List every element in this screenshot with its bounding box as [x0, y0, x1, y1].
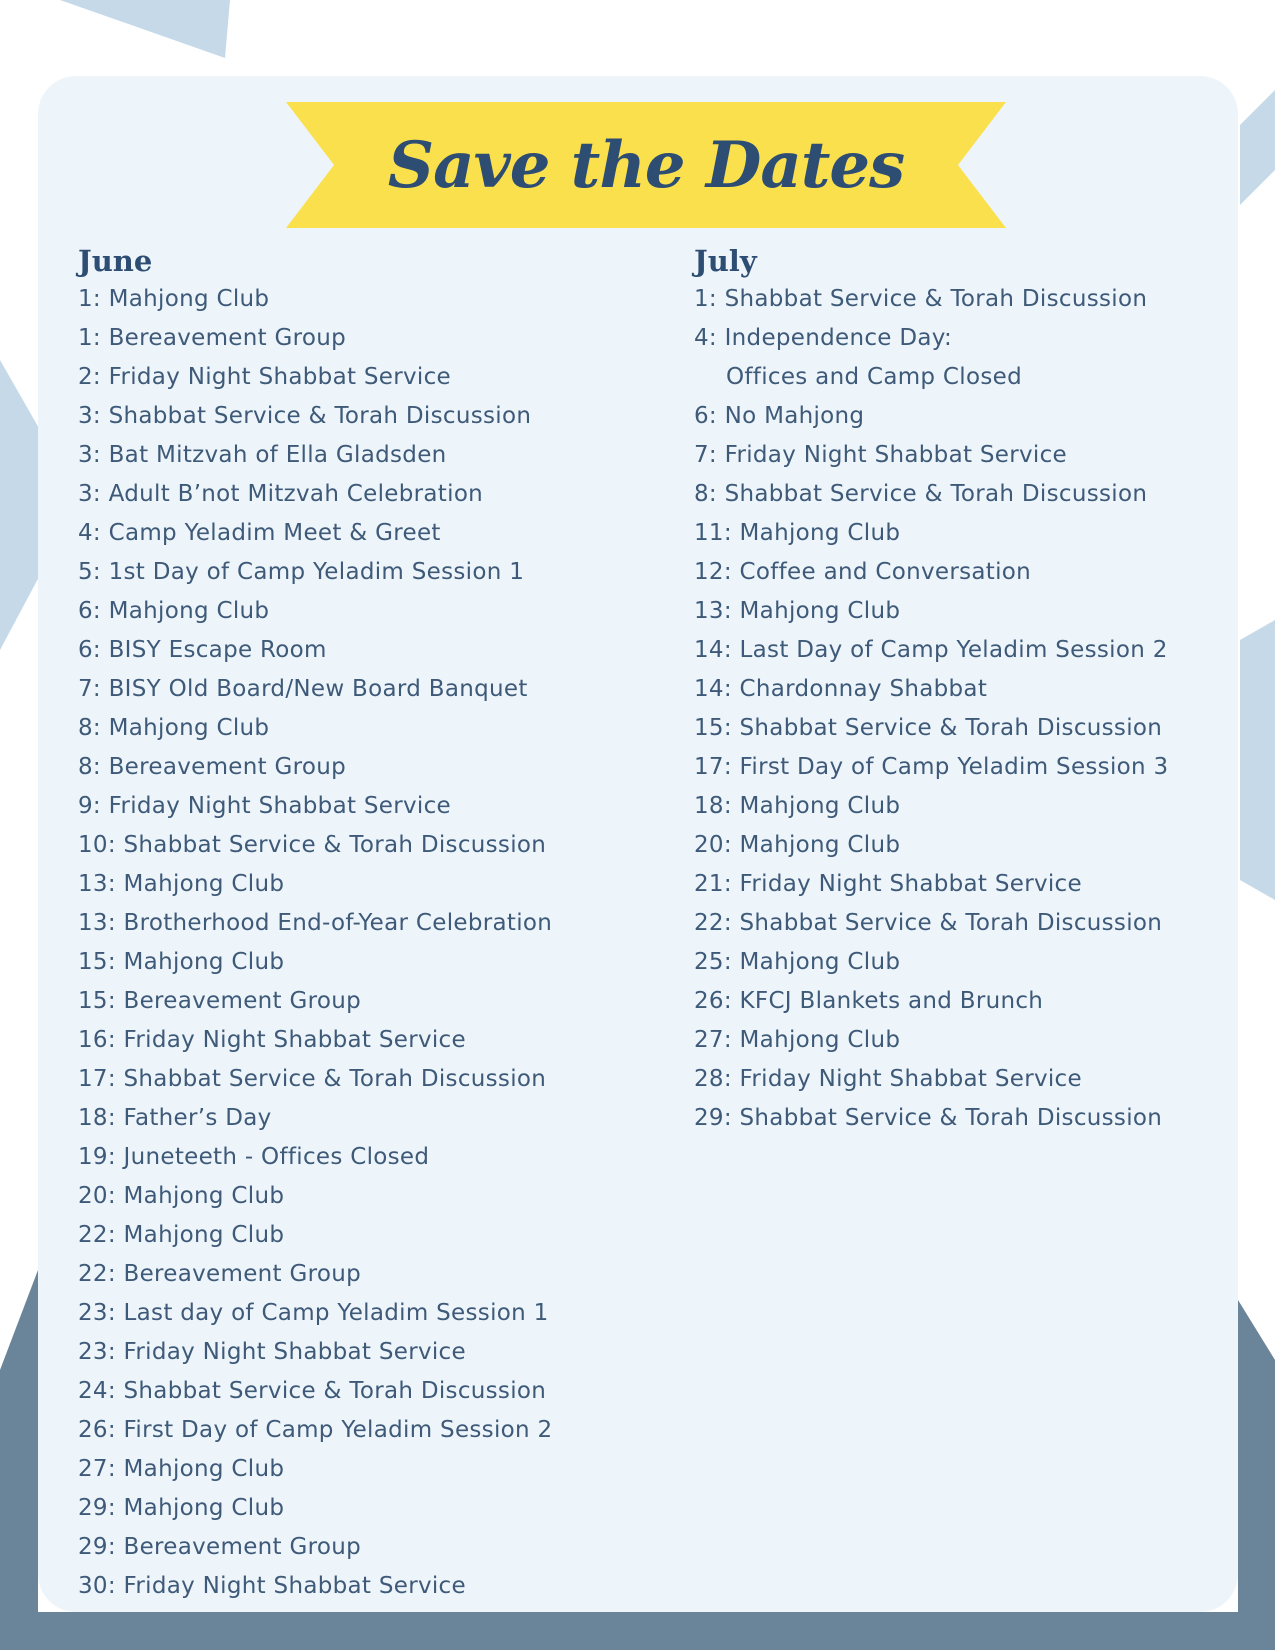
event-item: 13: Brotherhood End-of-Year Celebration: [78, 910, 553, 936]
page-title: Save the Dates: [387, 127, 905, 203]
event-item: 7: Friday Night Shabbat Service: [694, 442, 1068, 468]
june-heading: June: [78, 244, 153, 278]
event-item: 22: Bereavement Group: [78, 1261, 361, 1287]
event-item: 6: Mahjong Club: [78, 598, 270, 624]
event-item: 13: Mahjong Club: [78, 871, 285, 897]
event-item: 10: Shabbat Service & Torah Discussion: [78, 832, 547, 858]
event-item: 6: No Mahjong: [694, 403, 865, 429]
event-item: 3: Adult B’not Mitzvah Celebration: [78, 481, 484, 507]
event-item: 26: First Day of Camp Yeladim Session 2: [78, 1417, 553, 1443]
event-item: 11: Mahjong Club: [694, 520, 901, 546]
july-column: [694, 244, 1234, 1138]
event-item: 4: Camp Yeladim Meet & Greet: [78, 520, 441, 546]
event-item: 30: Friday Night Shabbat Service: [78, 1573, 466, 1599]
event-item: 28: Friday Night Shabbat Service: [694, 1066, 1082, 1092]
event-item: 13: Mahjong Club: [694, 598, 901, 624]
event-item: 15: Bereavement Group: [78, 988, 361, 1014]
july-event-list: [694, 280, 1234, 1138]
event-item: 29: Shabbat Service & Torah Discussion: [694, 1105, 1163, 1131]
event-item: 29: Mahjong Club: [78, 1495, 285, 1521]
bottom-right-mountain: [1238, 1300, 1275, 1650]
event-item: 26: KFCJ Blankets and Brunch: [694, 988, 1044, 1014]
event-item: 18: Father’s Day: [78, 1105, 272, 1131]
event-item: 15: Mahjong Club: [78, 949, 285, 975]
event-item: 22: Mahjong Club: [78, 1222, 285, 1248]
event-item: 14: Chardonnay Shabbat: [694, 676, 988, 702]
bottom-left-mountain: [0, 1270, 38, 1650]
event-item: 5: 1st Day of Camp Yeladim Session 1: [78, 559, 525, 585]
event-item: 8: Shabbat Service & Torah Discussion: [694, 481, 1148, 507]
event-item: 14: Last Day of Camp Yeladim Session 2: [694, 637, 1168, 663]
event-item: 27: Mahjong Club: [694, 1027, 901, 1053]
event-item: 16: Friday Night Shabbat Service: [78, 1027, 466, 1053]
top-left-triangle: [60, 0, 230, 58]
event-item: 1: Bereavement Group: [78, 325, 347, 351]
event-item: 12: Coffee and Conversation: [694, 559, 1032, 585]
event-item: 20: Mahjong Club: [78, 1183, 285, 1209]
right-top-triangle: [1240, 90, 1275, 205]
event-item: Offices and Camp Closed: [726, 364, 1022, 390]
event-item: 17: Shabbat Service & Torah Discussion: [78, 1066, 547, 1092]
july-heading: July: [694, 244, 757, 278]
june-column: [78, 244, 668, 1606]
event-item: 7: BISY Old Board/New Board Banquet: [78, 676, 528, 702]
event-item: 25: Mahjong Club: [694, 949, 901, 975]
event-item: 15: Shabbat Service & Torah Discussion: [694, 715, 1163, 741]
event-item: 24: Shabbat Service & Torah Discussion: [78, 1378, 547, 1404]
event-item: 8: Mahjong Club: [78, 715, 270, 741]
event-item: 27: Mahjong Club: [78, 1456, 285, 1482]
event-item: 2: Friday Night Shabbat Service: [78, 364, 452, 390]
event-item: 6: BISY Escape Room: [78, 637, 327, 663]
right-middle-diamond: [1240, 620, 1275, 900]
june-event-list: [78, 280, 668, 1606]
event-item: 4: Independence Day:: [694, 325, 953, 351]
event-item: 1: Mahjong Club: [78, 286, 270, 312]
event-item: 8: Bereavement Group: [78, 754, 347, 780]
bottom-band: [0, 1612, 1275, 1650]
event-item: 3: Shabbat Service & Torah Discussion: [78, 403, 532, 429]
event-item: 21: Friday Night Shabbat Service: [694, 871, 1082, 897]
event-item: 23: Friday Night Shabbat Service: [78, 1339, 466, 1365]
event-item: 3: Bat Mitzvah of Ella Gladsden: [78, 442, 447, 468]
event-item: 23: Last day of Camp Yeladim Session 1: [78, 1300, 549, 1326]
event-item: 17: First Day of Camp Yeladim Session 3: [694, 754, 1169, 780]
event-item: 1: Shabbat Service & Torah Discussion: [694, 286, 1148, 312]
event-item: 22: Shabbat Service & Torah Discussion: [694, 910, 1163, 936]
event-item: 29: Bereavement Group: [78, 1534, 361, 1560]
event-item: 9: Friday Night Shabbat Service: [78, 793, 452, 819]
event-item: 19: Juneteeth - Offices Closed: [78, 1144, 430, 1170]
event-item: 18: Mahjong Club: [694, 793, 901, 819]
event-item: 20: Mahjong Club: [694, 832, 901, 858]
